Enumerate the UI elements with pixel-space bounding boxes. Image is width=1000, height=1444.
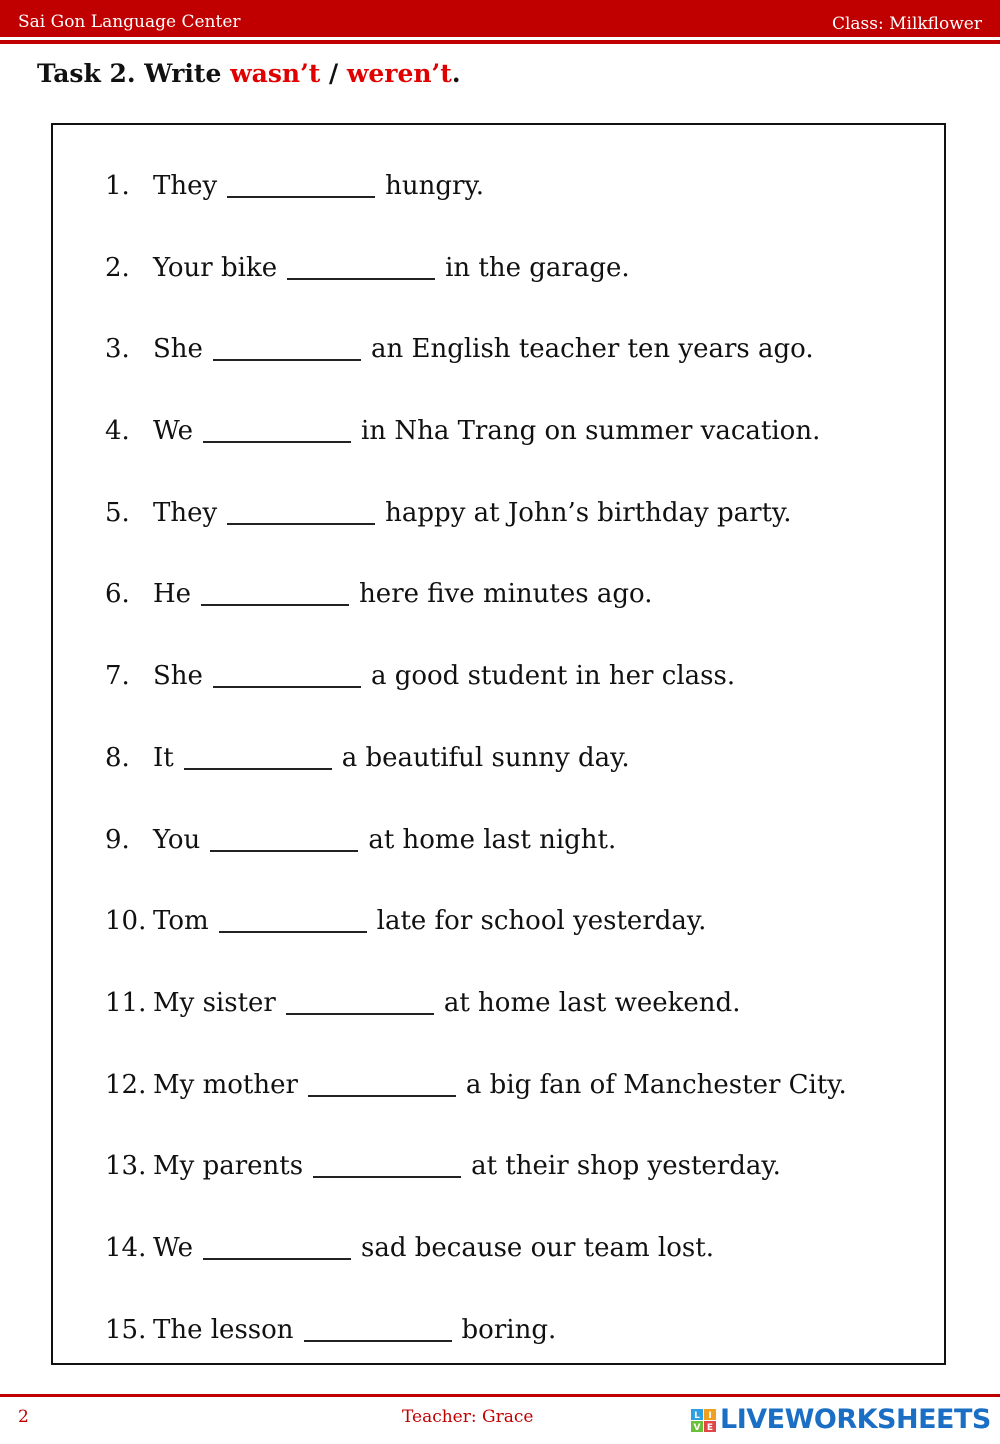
liveworksheets-logo-icon xyxy=(690,1405,718,1433)
exercise-text-before: Tom xyxy=(153,906,209,937)
exercise-number: 2. xyxy=(105,252,130,283)
answer-blank[interactable] xyxy=(213,329,361,361)
exercise-text-after: hungry. xyxy=(385,171,484,201)
exercise-number: 12. xyxy=(105,1069,147,1100)
answer-blank[interactable] xyxy=(304,1310,452,1342)
exercise-text-before: It xyxy=(153,742,174,773)
footer-divider xyxy=(0,1394,1000,1397)
exercise-text-after: a big fan of Manchester City. xyxy=(465,1069,847,1100)
teacher-name: Teacher: Grace xyxy=(402,1407,534,1427)
brand-text: LIVEWORKSHEETS xyxy=(720,1403,991,1435)
exercise-text-before: Your bike xyxy=(153,252,278,283)
exercise-item-7 xyxy=(105,656,847,738)
header-divider xyxy=(0,40,1000,44)
exercise-item-15 xyxy=(105,1310,847,1392)
exercise-list xyxy=(105,166,847,1391)
exercise-text-before: He xyxy=(153,579,192,610)
exercise-number: 15. xyxy=(105,1314,147,1345)
task-title xyxy=(37,58,461,90)
exercise-text-before: They xyxy=(153,171,218,201)
answer-blank[interactable] xyxy=(227,166,375,198)
exercise-number: 5. xyxy=(105,497,130,528)
answer-blank[interactable] xyxy=(219,901,367,933)
exercise-text-before: They xyxy=(153,497,218,528)
answer-blank[interactable] xyxy=(213,656,361,688)
exercise-number: 14. xyxy=(105,1232,147,1263)
exercise-text-before: We xyxy=(153,416,193,447)
exercise-item-4 xyxy=(105,411,847,493)
exercise-number: 1. xyxy=(105,171,130,201)
exercise-item-13 xyxy=(105,1146,847,1228)
answer-blank[interactable] xyxy=(287,248,435,280)
exercise-text-before: You xyxy=(153,824,201,855)
exercise-number: 8. xyxy=(105,742,130,773)
exercise-number: 4. xyxy=(105,416,130,447)
exercise-item-10 xyxy=(105,901,847,983)
logo-letter-i: I xyxy=(708,1411,712,1421)
exercise-item-14 xyxy=(105,1228,847,1310)
exercise-text-before: The lesson xyxy=(153,1314,294,1345)
task-separator: / xyxy=(320,59,347,88)
logo-letter-e: E xyxy=(706,1423,714,1433)
exercise-text-after: an English teacher ten years ago. xyxy=(370,334,814,365)
exercise-text-after: boring. xyxy=(461,1314,557,1345)
answer-blank[interactable] xyxy=(313,1146,461,1178)
page-number: 2 xyxy=(18,1407,29,1427)
exercise-item-3 xyxy=(105,329,847,411)
answer-blank[interactable] xyxy=(210,820,358,852)
exercise-text-after: at home last weekend. xyxy=(443,987,741,1018)
center-name: Sai Gon Language Center xyxy=(18,12,241,32)
exercise-item-8 xyxy=(105,738,847,820)
exercise-number: 11. xyxy=(105,987,147,1018)
class-label: Class: Milkflower xyxy=(831,14,982,34)
exercise-item-9 xyxy=(105,820,847,902)
answer-blank[interactable] xyxy=(286,983,434,1015)
exercise-text-after: here five minutes ago. xyxy=(359,579,653,610)
logo-letter-l: L xyxy=(694,1411,700,1421)
answer-blank[interactable] xyxy=(203,411,351,443)
exercise-text-before: My mother xyxy=(153,1069,298,1100)
exercise-item-2 xyxy=(105,248,847,330)
exercise-number: 9. xyxy=(105,824,130,855)
exercise-number: 10. xyxy=(105,906,147,937)
task-option-werent: weren’t xyxy=(346,59,452,88)
exercise-item-6 xyxy=(105,574,847,656)
answer-blank[interactable] xyxy=(227,493,375,525)
answer-blank[interactable] xyxy=(184,738,332,770)
exercise-text-after: happy at John’s birthday party. xyxy=(385,497,792,528)
exercise-text-before: My parents xyxy=(153,1151,304,1182)
exercise-text-before: She xyxy=(153,661,203,692)
exercise-text-before: My sister xyxy=(153,987,276,1018)
answer-blank[interactable] xyxy=(203,1228,351,1260)
exercise-text-after: a beautiful sunny day. xyxy=(341,742,630,773)
task-option-wasnt: wasn’t xyxy=(230,59,321,88)
exercise-text-before: We xyxy=(153,1232,193,1263)
exercise-text-after: in Nha Trang on summer vacation. xyxy=(361,416,821,447)
logo-letter-v: V xyxy=(693,1423,701,1433)
answer-blank[interactable] xyxy=(308,1065,456,1097)
exercise-text-after: at their shop yesterday. xyxy=(471,1151,781,1182)
exercise-number: 3. xyxy=(105,334,130,365)
task-suffix: . xyxy=(451,59,461,88)
exercise-text-after: sad because our team lost. xyxy=(361,1232,714,1263)
exercise-number: 6. xyxy=(105,579,130,610)
exercise-text-before: She xyxy=(153,334,203,365)
exercise-text-after: late for school yesterday. xyxy=(376,906,707,937)
liveworksheets-brand[interactable] xyxy=(690,1403,991,1435)
exercise-item-12 xyxy=(105,1065,847,1147)
answer-blank[interactable] xyxy=(201,574,349,606)
exercise-text-after: in the garage. xyxy=(445,252,630,283)
exercise-number: 7. xyxy=(105,661,130,692)
exercise-number: 13. xyxy=(105,1151,147,1182)
exercise-item-11 xyxy=(105,983,847,1065)
exercise-item-1 xyxy=(105,166,847,248)
exercise-item-5 xyxy=(105,493,847,575)
task-prefix: Task 2. Write xyxy=(37,59,231,88)
exercise-text-after: a good student in her class. xyxy=(370,661,736,692)
exercise-text-after: at home last night. xyxy=(368,824,617,855)
